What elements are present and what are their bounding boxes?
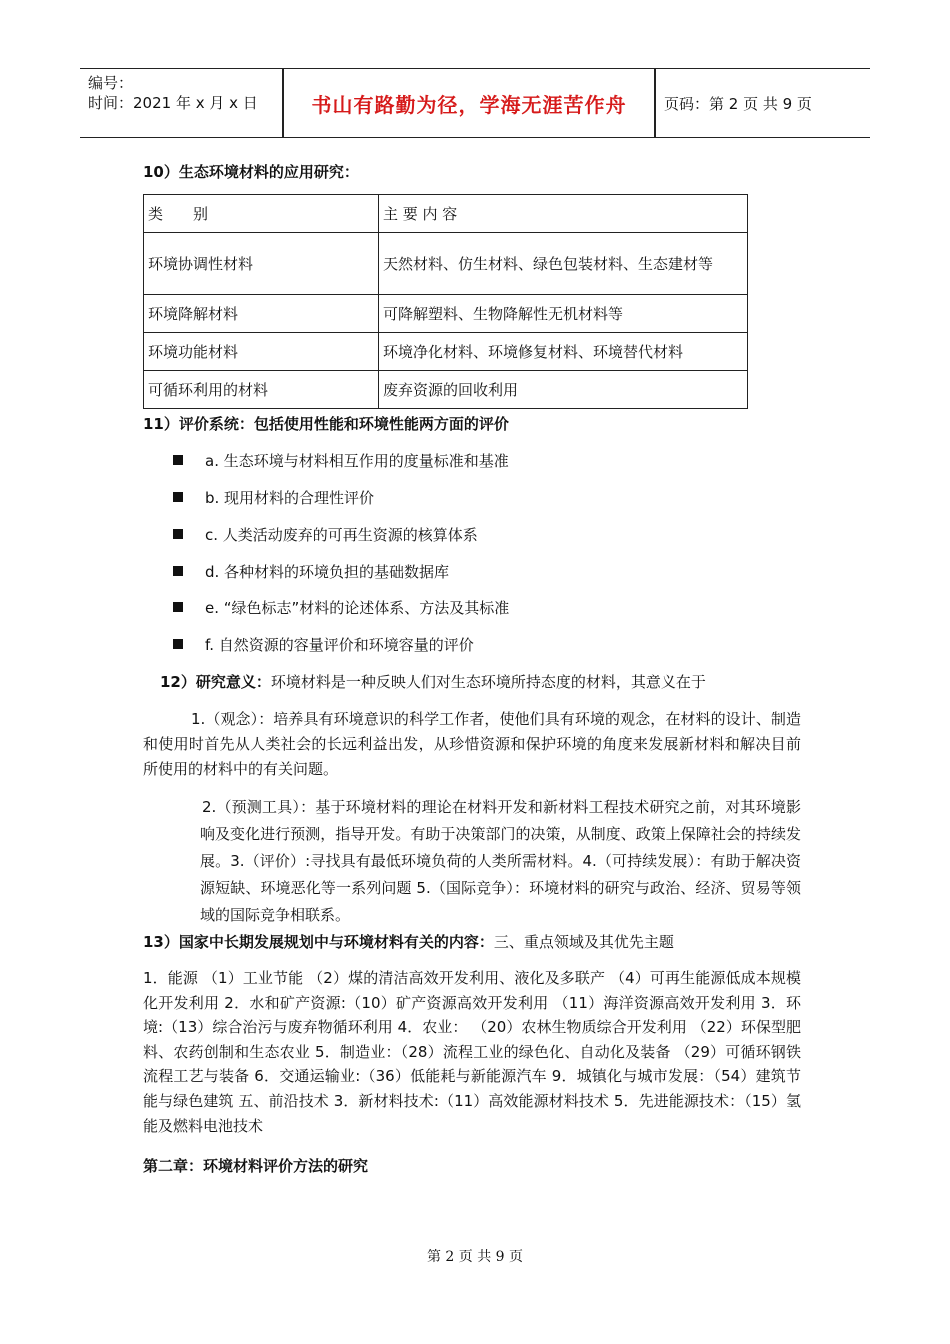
- table-row: [144, 333, 748, 371]
- table-cell: 可循环利用的材料: [144, 371, 379, 409]
- header-motto: 书山有路勤为径，学海无涯苦作舟: [311, 92, 627, 117]
- table-cell: 环境功能材料: [144, 333, 379, 371]
- table-row: [144, 371, 748, 409]
- page-header: [80, 68, 870, 138]
- section-11-heading: 11）评价系统：包括使用性能和环境性能两方面的评价: [143, 415, 509, 433]
- bullet-square-icon: [173, 566, 183, 576]
- table-header-row: [144, 195, 748, 233]
- bullet-square-icon: [173, 492, 183, 502]
- table-row: [144, 233, 748, 295]
- plan-paragraph: 1．能源 （1）工业节能 （2）煤的清洁高效开发利用、液化及多联产 （4）可再生能源低成本规模化开发利用 2．水和矿产资源:（10）矿产资源高效开发利用 （11）海洋资源高效开发利用 3．环境:（13）综合治污与废弃物循环利用 4．农业： （20）农林生物质综合开发利用 （22）环保型肥料、农药创制和生态农业 5．制造业：（28）流程工业的绿色化、自动化及装备 （29）可循环钢铁流程工艺与装备 6．交通运输业:（36）低能耗与新能源汽车 9．城镇化与城市发展：（54）建筑节能与绿色建筑 五、前沿技术 3．新材料技术:（11）高效能源材料技术 5．先进能源技术：（15）氢能及燃料电池技术: [143, 969, 801, 1135]
- table-cell: 可降解塑料、生物降解性无机材料等: [379, 295, 748, 333]
- list-item: d. 各种材料的环境负担的基础数据库: [173, 560, 449, 584]
- section-13-heading: 13）国家中长期发展规划中与环境材料有关的内容：三、重点领域及其优先主题: [143, 933, 674, 951]
- list-item: b. 现用材料的合理性评价: [173, 486, 374, 510]
- table-cell: 环境降解材料: [144, 295, 379, 333]
- table-header-cell: 主 要 内 容: [379, 195, 748, 233]
- bullet-square-icon: [173, 639, 183, 649]
- significance-paragraph-2: 2.（预测工具）：基于环境材料的理论在材料开发和新材料工程技术研究之前，对其环境影响及变化进行预测，指导开发。有助于决策部门的决策，从制度、政策上保障社会的持续发展。3.（评价）:寻找具有最低环境负荷的人类所需材料。4.（可持续发展）：有助于解决资源短缺、环境恶化等一系列问题 5.（国际竞争）：环境材料的研究与政治、经济、贸易等领域的国际竞争相联系。: [200, 798, 801, 924]
- section-12-heading: 12）研究意义：环境材料是一种反映人们对生态环境所持态度的材料，其意义在于: [160, 673, 706, 691]
- table-cell: 天然材料、仿生材料、绿色包装材料、生态建材等: [379, 233, 748, 295]
- table-cell: 环境协调性材料: [144, 233, 379, 295]
- list-item: a. 生态环境与材料相互作用的度量标准和基准: [173, 449, 509, 473]
- page-footer: 第 2 页 共 9 页: [426, 1249, 524, 1265]
- header-divider: [654, 69, 656, 137]
- doc-time: 时间：2021 年 x 月 x 日: [88, 94, 258, 112]
- header-page-info: 页码：第 2 页 共 9 页: [664, 94, 812, 113]
- list-item: e. “绿色标志”材料的论述体系、方法及其标准: [173, 596, 509, 620]
- table-cell: 废弃资源的回收利用: [379, 371, 748, 409]
- header-meta: [88, 73, 258, 113]
- table-header-cell: 类 别: [144, 195, 379, 233]
- list-item: f. 自然资源的容量评价和环境容量的评价: [173, 633, 474, 657]
- section-10-heading: 10）生态环境材料的应用研究：: [143, 163, 359, 181]
- bullet-square-icon: [173, 455, 183, 465]
- significance-paragraph-1: 1.（观念）：培养具有环境意识的科学工作者，使他们具有环境的观念，在材料的设计、制造和使用时首先从人类社会的长远利益出发，从珍惜资源和保护环境的角度来发展新材料和解决目前所使用的材料中的有关问题。: [143, 710, 801, 778]
- doc-number-label: 编号：: [88, 74, 134, 92]
- bullet-square-icon: [173, 529, 183, 539]
- list-item: c. 人类活动废弃的可再生资源的核算体系: [173, 523, 478, 547]
- table-cell: 环境净化材料、环境修复材料、环境替代材料: [379, 333, 748, 371]
- table-row: [144, 295, 748, 333]
- bullet-square-icon: [173, 602, 183, 612]
- materials-table: [143, 194, 748, 409]
- chapter-heading: 第二章：环境材料评价方法的研究: [143, 1157, 369, 1175]
